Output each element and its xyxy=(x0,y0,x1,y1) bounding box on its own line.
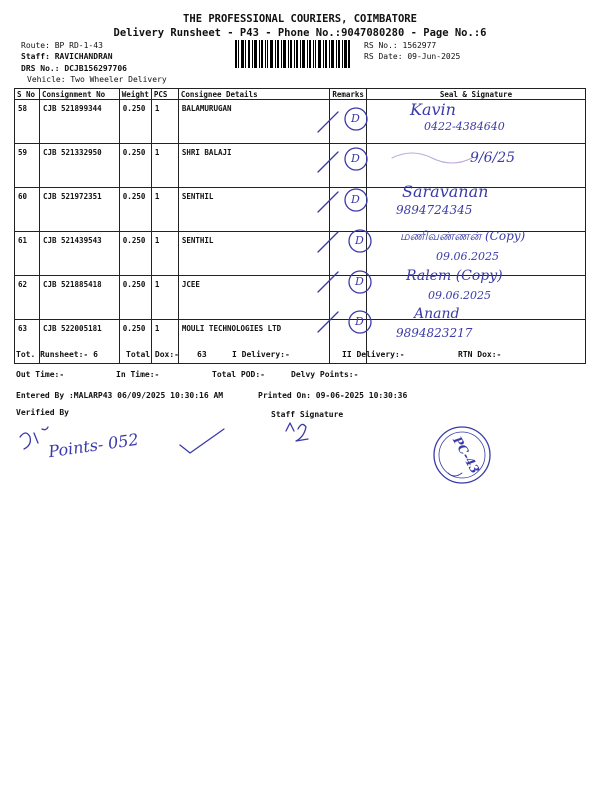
printed-on: Printed On: 09-06-2025 10:30:36 xyxy=(258,391,408,400)
header-remarks: Remarks xyxy=(330,89,367,100)
staff-signature-label: Staff Signature xyxy=(271,410,344,419)
row-sno: 60 xyxy=(15,188,40,232)
company-name: THE PROFESSIONAL COURIERS, COIMBATORE xyxy=(183,13,417,25)
row-pcs: 1 xyxy=(151,188,178,232)
header-weight: Weight xyxy=(119,89,151,100)
row-consignment: CJB 521439543 xyxy=(39,232,119,276)
total-dox-value: 63 xyxy=(197,350,207,359)
row-consignee: JCEE xyxy=(178,276,329,320)
row-consignee: SENTHIL xyxy=(178,188,329,232)
in-time: In Time:- xyxy=(116,370,160,379)
drs-number: DRS No.: DCJB156297706 xyxy=(21,64,127,73)
remark-mark: D xyxy=(355,315,364,328)
signature-date: 09.06.2025 xyxy=(436,250,499,263)
row-consignee: MOULI TECHNOLOGIES LTD xyxy=(178,320,329,364)
out-time: Out Time:- xyxy=(16,370,65,379)
signature-name: Kavin xyxy=(410,100,456,119)
signature-phone: 9894823217 xyxy=(396,326,473,340)
header-consignee: Consignee Details xyxy=(178,89,329,100)
verified-by-label: Verified By xyxy=(16,408,69,417)
row-sno: 61 xyxy=(15,232,40,276)
row-weight: 0.250 xyxy=(119,144,151,188)
row-consignment: CJB 521972351 xyxy=(39,188,119,232)
row-weight: 0.250 xyxy=(119,320,151,364)
row-sno: 58 xyxy=(15,100,40,144)
total-pod: Total POD:- xyxy=(212,370,265,379)
rs-date: RS Date: 09-Jun-2025 xyxy=(364,52,461,61)
row-consignee: BALAMURUGAN xyxy=(178,100,329,144)
remark-mark: D xyxy=(351,152,360,165)
vehicle: Vehicle: Two Wheeler Delivery xyxy=(27,75,167,84)
remark-mark: D xyxy=(351,112,360,125)
points-note: Points- 052 xyxy=(47,429,140,462)
header-seal-signature: Seal & Signature xyxy=(366,89,585,100)
handwriting-overlay xyxy=(0,0,600,350)
row-sno: 59 xyxy=(15,144,40,188)
row-pcs: 1 xyxy=(151,232,178,276)
row-weight: 0.250 xyxy=(119,188,151,232)
row-consignee: SENTHIL xyxy=(178,232,329,276)
signature-phone: 0422-4384640 xyxy=(424,120,505,133)
signature-name: Ralem (Copy) xyxy=(406,268,503,284)
row-sno: 62 xyxy=(15,276,40,320)
header-pcs: PCS xyxy=(151,89,178,100)
signature-date: 9/6/25 xyxy=(470,150,516,166)
runsheet-title: Delivery Runsheet - P43 - Phone No.:9047080280 - Page No.:6 xyxy=(113,27,487,39)
total-dox-label: Total Dox:- xyxy=(126,350,179,359)
staff-name: Staff: RAVICHANDRAN xyxy=(21,52,113,61)
row-weight: 0.250 xyxy=(119,232,151,276)
remark-mark: D xyxy=(351,193,360,206)
signature-name: மணிவண்ணன் (Copy) xyxy=(400,229,526,243)
pc-stamp-text: PC-43 xyxy=(450,434,483,476)
header-sno: S No xyxy=(15,89,40,100)
footer-handwriting xyxy=(0,415,600,505)
rtn-dox: RTN Dox:- xyxy=(458,350,502,359)
row-consignment: CJB 521332950 xyxy=(39,144,119,188)
signature-date: 09.06.2025 xyxy=(428,289,491,302)
row-pcs: 1 xyxy=(151,276,178,320)
header-consignment: Consignment No xyxy=(39,89,119,100)
remark-mark: D xyxy=(355,234,364,247)
remark-mark: D xyxy=(355,275,364,288)
row-consignee: SHRI BALAJI xyxy=(178,144,329,188)
rs-number: RS No.: 1562977 xyxy=(364,41,437,50)
row-consignment: CJB 521899344 xyxy=(39,100,119,144)
row-weight: 0.250 xyxy=(119,100,151,144)
row-consignment: CJB 522005181 xyxy=(39,320,119,364)
signature-phone: 9894724345 xyxy=(396,203,473,217)
delvy-points: Delvy Points:- xyxy=(291,370,359,379)
i-delivery: I Delivery:- xyxy=(232,350,290,359)
entered-by: Entered By :MALARP43 06/09/2025 10:30:16 AM xyxy=(16,391,224,400)
tot-runsheet: Tot. Runsheet:- 6 xyxy=(16,350,98,359)
signature-name: Saravanan xyxy=(402,182,489,201)
row-sno: 63 xyxy=(15,320,40,364)
row-pcs: 1 xyxy=(151,144,178,188)
row-weight: 0.250 xyxy=(119,276,151,320)
row-pcs: 1 xyxy=(151,320,178,364)
row-consignment: CJB 521885418 xyxy=(39,276,119,320)
route: Route: BP RD-1-43 xyxy=(21,41,103,50)
row-pcs: 1 xyxy=(151,100,178,144)
ii-delivery: II Delivery:- xyxy=(342,350,405,359)
signature-name: Anand xyxy=(414,306,460,322)
